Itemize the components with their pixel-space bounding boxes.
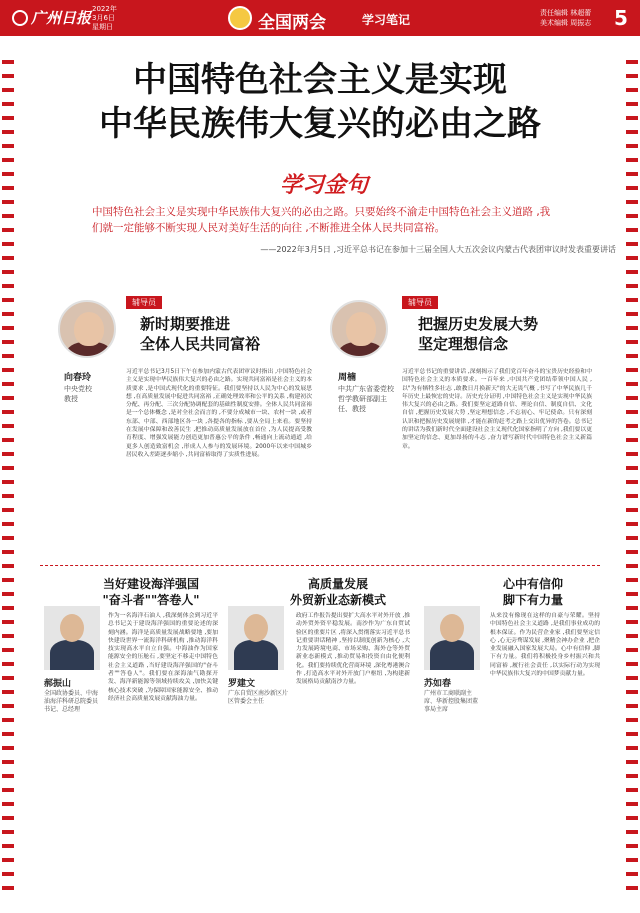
page-title: [60, 58, 580, 146]
article-title: [76, 576, 226, 608]
date-year: 2022年: [92, 5, 117, 13]
article-title-line-1: 新时期要推进: [140, 315, 231, 333]
article-bottom-2: [224, 570, 414, 900]
section-title: 全国两会: [258, 13, 326, 33]
logo-emblem-icon: [12, 10, 28, 26]
author-role-line-2: 哲学教研部副主任、教授: [338, 395, 387, 413]
page-title-line-2: 中华民族伟大复兴的必由之路: [99, 104, 541, 144]
article-body: 政府工作报告提出要扩大高水平对外开放 ,推动外贸外资平稳发展。南沙作为广东自贸试验区的重要片区 ,将深入贯彻落实习近平总书记重要讲话精神 ,坚持以制度创新为核心 ,大力发展跨境电商、市场采购、海外仓等外贸新业态新模式 ,推动贸易和投资自由化便利化。我们要持续优化营商环境 ,深化粤港澳合作 ,打造高水平对外开放门户枢纽 ,为构建新发展格局贡献南沙力量。: [296, 613, 410, 686]
article-bottom-1: [36, 570, 216, 900]
author-name: 郝振山: [44, 679, 72, 689]
author-role: [338, 384, 394, 414]
article-tag: 辅导员: [126, 296, 162, 309]
issue-date: [92, 5, 117, 32]
left-border-decoration: [2, 60, 14, 900]
article-tag: 辅导员: [402, 296, 438, 309]
article-body: 习近平总书记的重要讲话 ,深刻揭示了我们党百年奋斗的宝贵历史经验和中国特色社会主义的本质要求。一百年来 ,中国共产党团结带领中国人民 ,以"为有牺牲多壮志 ,敢教日月换新天"的大无畏气概 ,书写了中华民族几千年历史上最恢宏的史诗。历史充分证明 ,中国特色社会主义是实现中华民族伟大复兴的必由之路。我们要坚定道路自信、理论自信、制度自信、文化自信 ,把握历史发展大势 ,坚定理想信念 ,不忘初心、牢记使命。只有深刻认识和把握历史发展规律 ,才能在新的赶考之路上交出优异的答卷。总书记的讲话为我们新时代全面建设社会主义现代化国家指明了方向 ,我们要以更加坚定的信念、更加昂扬的斗志 ,奋力谱写新时代中国特色社会主义新篇章。: [402, 369, 592, 450]
article-title: [468, 576, 598, 608]
article-title-line-2: 脚下有力量: [502, 593, 563, 607]
section-divider: [40, 565, 600, 566]
author-role-line-2: 教授: [64, 395, 78, 403]
author-photo: [424, 606, 480, 670]
author-name: 向春玲: [64, 373, 92, 383]
article-body: 作为一名海洋石油人 ,我深刻体会到习近平总书记关于建设海洋强国的重要论述的深刻内涵。海洋是高质量发展战略要地 ,要加快建设世界一流海洋科研机构 ,推动海洋科技实现高水平自立自强。中海油作为国家能源安全的压舱石 ,要坚定不移走中国特色社会主义道路 ,当好建设海洋强国的"奋斗者""答卷人"。我们要在深海油气勘探开发、海洋新能源等领域持续攻关 ,加快关键核心技术突破 ,为保障国家能源安全、推动经济社会高质量发展贡献海油力量。: [108, 613, 218, 702]
paper-logo: [12, 7, 91, 28]
article-title-line-1: 当好建设海洋强国: [102, 577, 199, 591]
article-body: 从来没有像现在这样的自豪与荣耀。坚持中国特色社会主义道路 ,是我们事业成功的根本保证。作为民营企业家 ,我们要坚定信心 ,心无旁骛谋发展 ,聚精会神办企业 ,把企业发展融入国家发展大局。心中有信仰 ,脚下有力量。我们将积极投身乡村振兴和共同富裕 ,履行社会责任 ,以实际行动为实现中华民族伟大复兴的中国梦贡献力量。: [490, 613, 600, 678]
author-photo: [330, 300, 388, 358]
author-name: 苏如春: [424, 679, 452, 689]
article-title-line-1: 高质量发展: [307, 577, 368, 591]
golden-quote-box: [66, 152, 616, 264]
section-subtitle: 学习笔记: [362, 13, 411, 27]
author-role: 广东自贸区南沙新区片区管委会主任: [228, 690, 289, 705]
author-name: 周楠: [338, 373, 357, 383]
article-title-line-2: 坚定理想信念: [418, 335, 509, 353]
author-role-line-1: 中共广东省委党校: [338, 385, 394, 393]
article-top-2: [326, 290, 598, 560]
quote-text: 中国特色社会主义是实现中华民族伟大复兴的必由之路。只要始终不渝走中国特色社会主义道路 ,我们就一定能够不断实现人民对美好生活的向往 ,不断推进全体人民共同富裕。: [92, 206, 551, 234]
designer-credit: 美术编辑 周振志: [540, 19, 592, 27]
author-role-line-1: 中央党校: [64, 385, 92, 393]
quote-label: 学习金句: [280, 173, 369, 198]
author-photo: [228, 606, 284, 670]
article-title-line-2: 全体人民共同富裕: [140, 335, 261, 353]
article-title-line-2: 外贸新业态新模式: [289, 593, 386, 607]
author-role: 广州市工商联副主席、华新控股集团董事局主席: [424, 690, 479, 713]
paper-name: 广州日报: [31, 9, 92, 27]
article-bottom-3: [418, 570, 604, 900]
article-body: 习近平总书记3月5日下午在参加内蒙古代表团审议时指出 ,中国特色社会主义是实现中华民族伟大复兴的必由之路。实现共同富裕是社会主义的本质要求 ,是中国式现代化的重要特征。我们要坚持以人民为中心的发展思想 ,在高质量发展中促进共同富裕 ,正确处理效率和公平的关系 ,构建初次分配、再分配、三次分配协调配套的基础性制度安排。全体人民共同富裕是一个总体概念 ,是对全社会而言的 ,不要分成城市一块、农村一块 ,或者东部、中部、西部地区各一块 ,各提各的指标 ,要从全局上来看。要坚持在发展中保障和改善民生 ,把推动高质量发展放在首位 ,为人民提高受教育程度、增强发展能力创造更加普惠公平的条件 ,畅通向上流动通道 ,给更多人创造致富机会 ,形成人人参与的发展环境。2000年以来中国城乡居民收入差距逐步缩小 ,共同富裕取得了实质性进展。: [126, 369, 312, 458]
article-title: [268, 576, 408, 608]
author-name: 罗建文: [228, 679, 256, 689]
author-role: 全国政协委员、中海油海洋科研总院委员书记、总经理: [44, 690, 99, 713]
author-photo: [44, 606, 100, 670]
article-title-line-1: 把握历史发展大势: [418, 315, 539, 333]
right-border-decoration: [626, 60, 638, 900]
article-title: [140, 314, 260, 354]
page-title-line-1: 中国特色社会主义是实现: [133, 60, 507, 100]
national-emblem-icon: [228, 6, 252, 30]
article-title-line-1: 心中有信仰: [502, 577, 563, 591]
author-photo: [58, 300, 116, 358]
editor-credit: 责任编辑 林超蕾: [540, 9, 592, 17]
author-role: [64, 384, 92, 404]
editor-credits: [540, 8, 591, 28]
page-number: 5: [614, 6, 628, 30]
quote-source: ——2022年3月5日 ,习近平总书记在参加十三届全国人大五次会议内蒙古代表团审议时发表重要讲话: [260, 245, 616, 254]
date-weekday: 星期日: [92, 23, 113, 31]
article-top-1: [50, 290, 318, 560]
article-title: [418, 314, 538, 354]
article-title-line-2: "奋斗者""答卷人": [102, 593, 200, 607]
date-day: 3月6日: [92, 14, 115, 22]
masthead-bar: [0, 0, 640, 36]
